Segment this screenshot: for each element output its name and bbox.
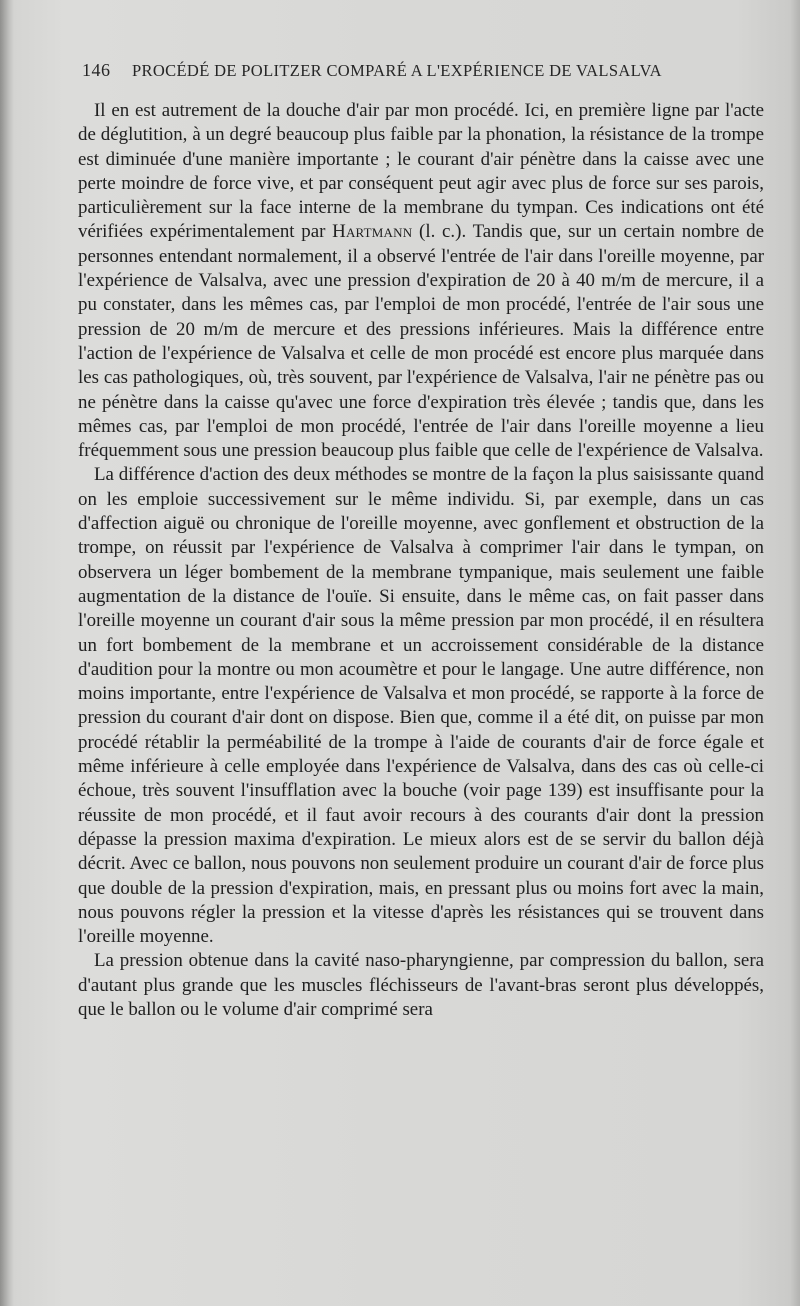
paragraph-2: La différence d'action des deux méthodes se montre de la façon la plus saisissante quand on les emploie successivement sur le même individu. Si, par exemple, dans un cas d'affection aiguë ou chronique de l'oreille moyenne, avec gonflement et obstruction de la trompe, on réussit par l'expérience de Valsalva à comprimer l'air dans le tympan, on observera un léger bombement de la membrane tympanique, mais seulement une faible augmentation de la distance de l'ouïe. Si ensuite, dans le même cas, on fait passer dans l'oreille moyenne un courant d'air sous la même pression par mon procédé, il en résultera un fort bombement de la membrane et un accroissement considérable de la distance d'audition pour la montre ou mon acoumètre et pour le langage. Une autre différence, non moins importante, entre l'expérience de Valsalva et mon procédé, se rapporte à la force de pression du courant d'air dont on dispose. Bien que, comme il a été dit, on puisse par mon procédé rétablir la perméabilité de la trompe à l'aide de courants d'air de force égale et même inférieure à celle employée dans l'expérience de Valsalva, dans des cas où celle-ci échoue, très souvent l'insufflation avec la bouche (voir page 139) est insuffisante pour la réussite de mon procédé, et il faut avoir recours à des courants d'air dont la pression dépasse la pression maxima d'expiration. Le mieux alors est de se servir du ballon déjà décrit. Avec ce ballon, nous pouvons non seulement produire un courant d'air de force plus que double de la pression d'expiration, mais, en pressant plus ou moins fort avec la main, nous pouvons régler la pression et la vitesse d'après les résistances qui se trouvent dans l'oreille moyenne. bbox=[78, 464, 764, 948]
running-title: PROCÉDÉ DE POLITZER COMPARÉ A L'EXPÉRIENCE DE VALSALVA bbox=[132, 61, 662, 80]
page-header bbox=[82, 60, 772, 90]
paragraph-1 bbox=[78, 99, 764, 463]
page-gutter-shadow bbox=[0, 0, 14, 1306]
paragraph-1-text-end: (l. c.). Tandis que, sur un certain nombre de personnes entendant normalement, il a observé l'entrée de l'air dans l'oreille moyenne, par l'expérience de Valsalva, avec une pression d'expiration de 20 à 40 m/m de mercure, il a pu constater, dans les mêmes cas, par l'emploi de mon procédé, l'entrée de l'air sous une pression de 20 m/m de mercure et des pressions inférieures. Mais la différence entre l'action de l'expérience de Valsalva et celle de mon procédé est encore plus marquée dans les cas pathologiques, où, très souvent, par l'expérience de Valsalva, l'air ne pénètre pas ou ne pénètre dans la caisse qu'avec une force d'expiration très élevée ; tandis que, dans les mêmes cas, par l'emploi de mon procédé, l'entrée de l'air dans l'oreille moyenne a lieu fréquemment sous une pression beaucoup plus faible que celle de l'expérience de Valsalva. bbox=[78, 221, 764, 462]
author-name: Hartmann bbox=[332, 221, 413, 243]
paragraph-3: La pression obtenue dans la cavité naso-pharyngienne, par compression du ballon, sera d'autant plus grande que les muscles fléchisseurs de l'avant-bras seront plus développés, que le ballon ou le volume d'air comprimé sera bbox=[78, 950, 764, 1020]
page-edge-shadow bbox=[790, 0, 800, 1306]
page-number: 146 bbox=[82, 60, 111, 80]
paragraph-1-text-start: Il en est autrement de la douche d'air par mon procédé. Ici, en première ligne par l'acte de déglutition, à un degré beaucoup plus faible par la phonation, la résistance de la trompe est diminuée d'une manière importante ; le courant d'air pénètre dans la caisse avec une perte moindre de force vive, et par conséquent peut agir avec plus de force sur ses parois, particulièrement sur la face interne de la membrane du tympan. Ces indications ont été vérifiées expérimentalement par bbox=[78, 100, 764, 243]
body-text bbox=[78, 99, 764, 1022]
